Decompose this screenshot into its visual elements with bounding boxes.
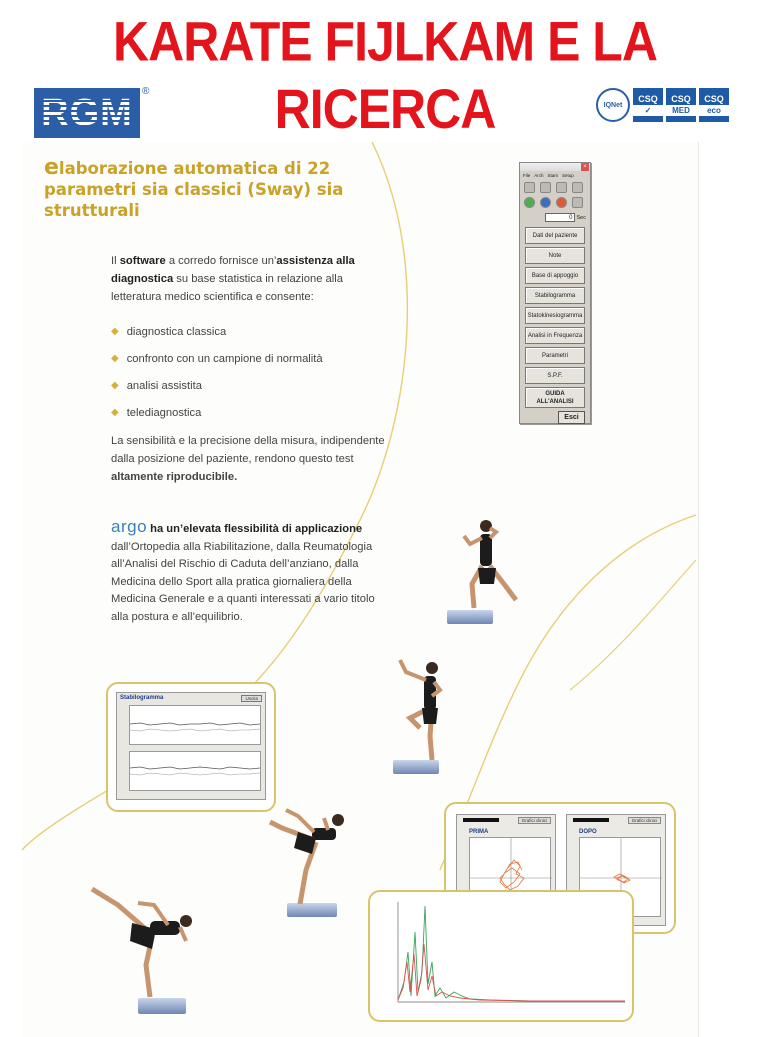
athlete-figure-4 [88, 885, 200, 1003]
sensibility-paragraph: La sensibilità e la precisione della misura, indipendente dalla posizione del paziente, rendono questo test altamente riproducibile. [111, 435, 385, 483]
argo-paragraph: argo ha un’elevata flessibilità di applicazione dall’Ortopedia alla Riabilitazione, dalla Reumatologia all’Analisi del Rischio di Caduta dell’anziano, dalla Medicina dello Sport alla pratica giornaliera della Medicina Generale e a quanti interessati a vario titolo alla postura e all’equilibrio. [111, 517, 375, 623]
start-icon[interactable] [524, 197, 535, 208]
stabilogram-title: Stabilogramma [120, 695, 164, 701]
list-item: ◆ confronto con un campione di normalità [111, 352, 323, 365]
stabilogram-button[interactable]: Stabilogramma [525, 287, 585, 304]
stabilogram-exit-button[interactable]: Uscita [241, 695, 262, 702]
stabilogram-panel [106, 682, 276, 812]
software-window [519, 162, 591, 424]
diamond-bullet-icon: ◆ [111, 326, 119, 337]
tools-icon[interactable] [572, 197, 583, 208]
section-subtitle: elaborazione automatica di 22 parametri sia classici (Sway) sia strutturali [44, 155, 344, 220]
duration-field[interactable]: 0 [545, 213, 575, 222]
after-chart: Grafici clinici DOPO [566, 814, 666, 926]
spf-button[interactable]: S.P.F. [525, 367, 585, 384]
pause-icon[interactable] [540, 197, 551, 208]
notes-button[interactable]: Note [525, 247, 585, 264]
patient-data-button[interactable]: Dati del paziente [525, 227, 585, 244]
save-icon[interactable] [540, 182, 551, 193]
athlete-figure-1 [460, 518, 520, 613]
support-base-button[interactable]: Base di appoggio [525, 267, 585, 284]
argo-brand: argo [111, 517, 148, 536]
list-item: ◆ analisi assistita [111, 379, 202, 392]
stabilogram-plot-bottom [129, 751, 261, 791]
window-titlebar [520, 163, 590, 171]
csq-certification-logo: CSQ ✓ [633, 88, 663, 122]
diamond-bullet-icon: ◆ [111, 353, 119, 364]
rgm-logo: RGM [34, 88, 140, 138]
exit-button[interactable]: Esci [558, 411, 585, 424]
intro-paragraph: Il software a corredo fornisce un’assistenza alla diagnostica su base statistica in relazione alla letteratura medico scientifica e consente: [111, 255, 355, 303]
menu-item[interactable]: Stam [547, 172, 559, 178]
stabilogram-plot-top [129, 705, 261, 745]
before-chart: Grafici clinici PRIMA [456, 814, 556, 926]
statokinesiogram-button[interactable]: Statokinesiogramma [525, 307, 585, 324]
duration-row: 0 Sec [520, 211, 590, 224]
stabilogram-window [116, 692, 266, 800]
diamond-bullet-icon: ◆ [111, 380, 119, 391]
frequency-spectrum-plot [370, 892, 632, 1020]
parameters-button[interactable]: Parametri [525, 347, 585, 364]
close-icon[interactable]: × [581, 163, 589, 171]
analysis-guide-button[interactable]: GUIDA ALL'ANALISI [525, 387, 585, 408]
document-icon[interactable] [524, 182, 535, 193]
list-item: ◆ diagnostica classica [111, 325, 227, 338]
athlete-figure-3 [268, 808, 348, 906]
registered-mark: ® [142, 86, 150, 97]
before-label: PRIMA [469, 829, 489, 835]
menu-item[interactable]: Setup [562, 172, 574, 178]
diamond-bullet-icon: ◆ [111, 407, 119, 418]
platform-2 [393, 760, 439, 774]
csq-med-certification-logo: CSQ MED [666, 88, 696, 122]
csq-eco-certification-logo: CSQ eco [699, 88, 729, 122]
stop-icon[interactable] [556, 197, 567, 208]
frequency-spectrum-panel [368, 890, 634, 1022]
menu-item[interactable]: Arch [534, 172, 544, 178]
list-item: ◆ telediagnostica [111, 406, 202, 419]
window-menu [520, 171, 590, 179]
print-icon[interactable] [556, 182, 567, 193]
page-headline: KARATE FIJLKAM E LA RICERCA [113, 10, 657, 141]
athlete-figure-2 [396, 656, 448, 762]
printer-icon[interactable] [572, 182, 583, 193]
iqnet-certification-logo: IQNet [596, 88, 630, 122]
menu-item[interactable]: File [523, 172, 531, 178]
feature-list [111, 318, 323, 426]
after-label: DOPO [579, 829, 597, 835]
toolbar [520, 179, 590, 211]
frequency-analysis-button[interactable]: Analisi in Frequenza [525, 327, 585, 344]
